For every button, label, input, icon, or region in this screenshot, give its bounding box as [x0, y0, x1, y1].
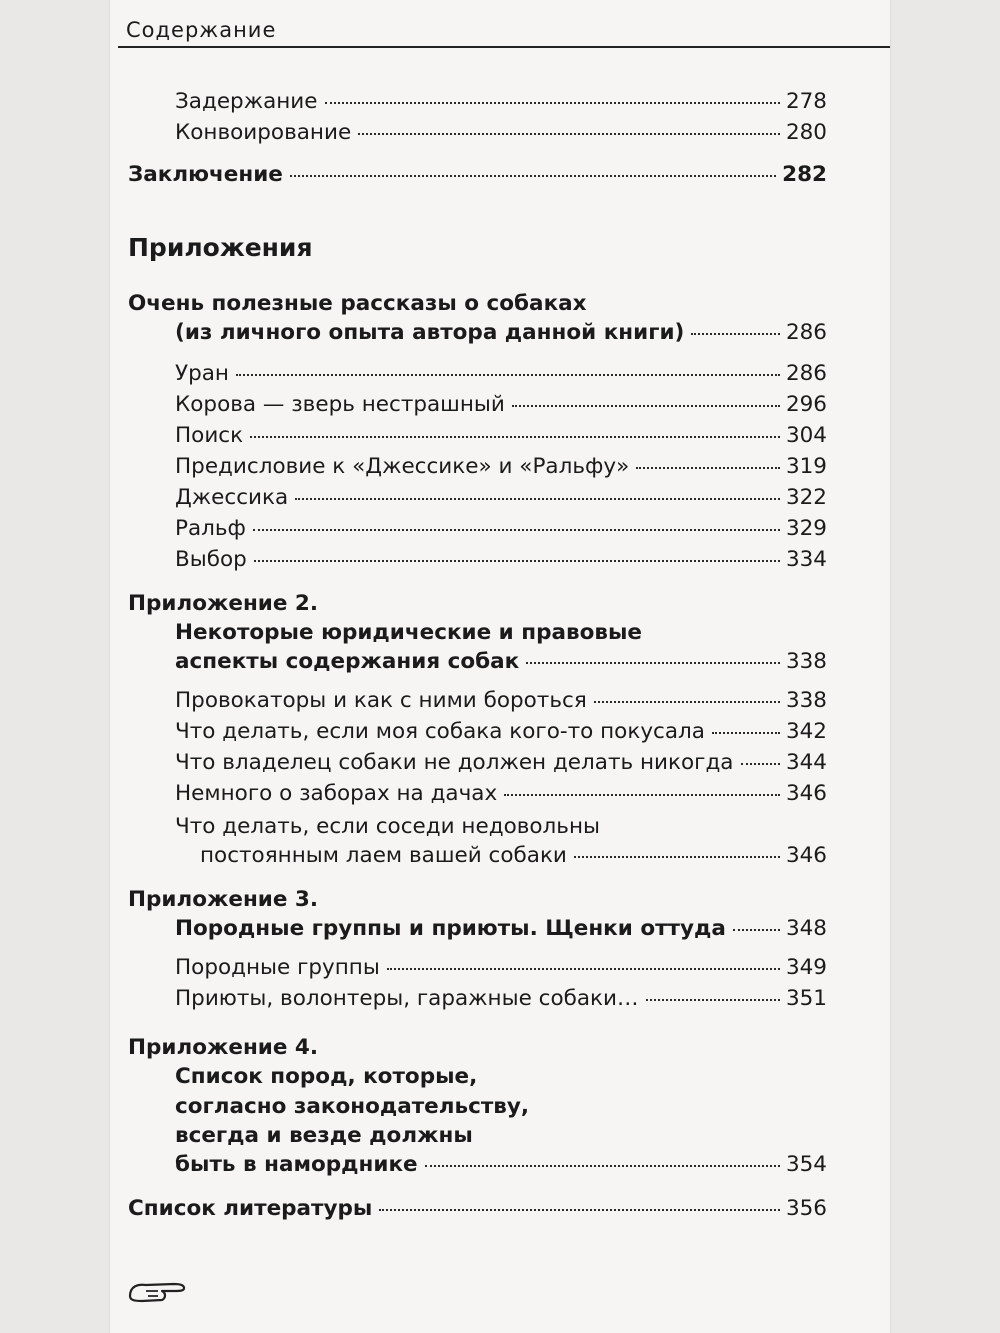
- toc-entry-page: 304: [785, 423, 827, 448]
- toc-entry-page: 354: [785, 1152, 827, 1177]
- toc-entry: [175, 518, 827, 540]
- toc-entry-label: Породные группы: [175, 955, 380, 980]
- toc-entry: [175, 487, 827, 509]
- leader-dots: [733, 929, 780, 931]
- leader-dots: [636, 467, 780, 469]
- toc-entry-label: Породные группы и приюты. Щенки оттуда: [175, 916, 726, 941]
- toc-entry-label: Уран: [175, 361, 229, 386]
- toc-entry-label: Предисловие к «Джессике» и «Ральфу»: [175, 454, 630, 479]
- toc-entry-page: 342: [785, 719, 827, 744]
- toc-entry-label: Ральф: [175, 516, 246, 541]
- leader-dots: [712, 732, 780, 734]
- leader-dots: [741, 763, 780, 765]
- toc-entry-page: 319: [785, 454, 827, 479]
- leader-dots: [379, 1209, 780, 1211]
- leader-dots: [526, 662, 780, 664]
- leader-dots: [295, 498, 780, 500]
- toc-entry-page: 286: [785, 361, 827, 386]
- leader-dots: [250, 436, 780, 438]
- toc-entry: [175, 363, 827, 385]
- toc-entry-page: 346: [785, 781, 827, 806]
- toc-entry-page: 349: [785, 955, 827, 980]
- toc-entry: [200, 845, 827, 867]
- appendix2-heading: Приложение 2.: [128, 591, 319, 616]
- appendix3-heading: Приложение 3.: [128, 887, 319, 912]
- toc-entry-label: аспекты содержания собак: [175, 649, 520, 674]
- toc-entry-label: Провокаторы и как с ними бороться: [175, 688, 587, 713]
- toc-entry-page: 348: [785, 916, 827, 941]
- toc-entry-page: 346: [785, 843, 827, 868]
- section-title: Приложения: [128, 233, 313, 262]
- toc-entry: [175, 394, 827, 416]
- leader-dots: [594, 701, 780, 703]
- toc-entry: [175, 721, 827, 743]
- toc-entry: [175, 456, 827, 478]
- toc-entry-page: 356: [785, 1196, 827, 1221]
- toc-entry: [175, 425, 827, 447]
- toc-entry: [175, 122, 827, 144]
- leader-dots: [358, 133, 780, 135]
- toc-entry-page: 296: [785, 392, 827, 417]
- pointing-hand-icon: [128, 1276, 190, 1310]
- appendix4-title-entry: [175, 1154, 827, 1176]
- appendix1-title: Очень полезные рассказы о собаках: [128, 291, 587, 316]
- toc-entry-label: постоянным лаем вашей собаки: [200, 843, 567, 868]
- toc-entry-page: 344: [785, 750, 827, 775]
- leader-dots: [253, 529, 780, 531]
- leader-dots: [512, 405, 780, 407]
- toc-entry: [175, 690, 827, 712]
- toc-entry: [175, 91, 827, 113]
- toc-entry-label: Джессика: [175, 485, 289, 510]
- leader-dots: [325, 102, 780, 104]
- toc-entry-page: 338: [785, 649, 827, 674]
- toc-entry-label: Приюты, волонтеры, гаражные собаки…: [175, 986, 639, 1011]
- toc-entry-label: Конвоирование: [175, 120, 352, 145]
- appendix4-title: согласно законодательству,: [175, 1094, 530, 1119]
- toc-entry: [175, 957, 827, 979]
- leader-dots: [425, 1165, 780, 1167]
- toc-entry-conclusion: [128, 164, 827, 186]
- toc-entry-page: 280: [785, 120, 827, 145]
- toc-entry-label: Поиск: [175, 423, 244, 448]
- toc-entry: [175, 752, 827, 774]
- toc-entry: [175, 783, 827, 805]
- appendix2-title-entry: [175, 651, 827, 673]
- header-rule: [118, 46, 890, 48]
- appendix4-heading: Приложение 4.: [128, 1035, 319, 1060]
- toc-entry-page: 278: [785, 89, 827, 114]
- toc-entry-page: 282: [782, 162, 827, 187]
- leader-dots: [290, 175, 776, 177]
- leader-dots: [691, 333, 780, 335]
- toc-entry-page: 286: [785, 320, 827, 345]
- toc-entry-page: 322: [785, 485, 827, 510]
- toc-entry-label: Что делать, если соседи недовольны: [175, 814, 600, 839]
- toc-entry-page: 329: [785, 516, 827, 541]
- toc-entry-label: Заключение: [128, 162, 283, 187]
- toc-entry-label: Что делать, если моя собака кого-то покусала: [175, 719, 705, 744]
- appendix4-title: всегда и везде должны: [175, 1123, 473, 1148]
- appendix2-title: Некоторые юридические и правовые: [175, 620, 642, 645]
- toc-entry-label: быть в наморднике: [175, 1152, 418, 1177]
- toc-entry-label: Список литературы: [128, 1196, 373, 1221]
- leader-dots: [254, 560, 780, 562]
- toc-entry-page: 351: [785, 986, 827, 1011]
- leader-dots: [236, 374, 780, 376]
- toc-entry-label: Выбор: [175, 547, 247, 572]
- leader-dots: [387, 968, 780, 970]
- appendix1-title-entry: [175, 322, 827, 344]
- appendix3-title-entry: [175, 918, 827, 940]
- running-head: Содержание: [126, 18, 277, 42]
- toc-entry: [175, 988, 827, 1010]
- toc-entry-label: Немного о заборах на дачах: [175, 781, 498, 806]
- toc-entry-label: (из личного опыта автора данной книги): [175, 320, 685, 345]
- leader-dots: [504, 794, 780, 796]
- appendix4-title: Список пород, которые,: [175, 1064, 478, 1089]
- toc-entry-bibliography: [128, 1198, 827, 1220]
- toc-entry-label: Корова — зверь нестрашный: [175, 392, 505, 417]
- toc-entry-label: Что владелец собаки не должен делать никогда: [175, 750, 734, 775]
- toc-entry-page: 334: [785, 547, 827, 572]
- leader-dots: [646, 999, 780, 1001]
- leader-dots: [574, 856, 780, 858]
- toc-entry: [175, 549, 827, 571]
- toc-entry-page: 338: [785, 688, 827, 713]
- toc-entry-label: Задержание: [175, 89, 318, 114]
